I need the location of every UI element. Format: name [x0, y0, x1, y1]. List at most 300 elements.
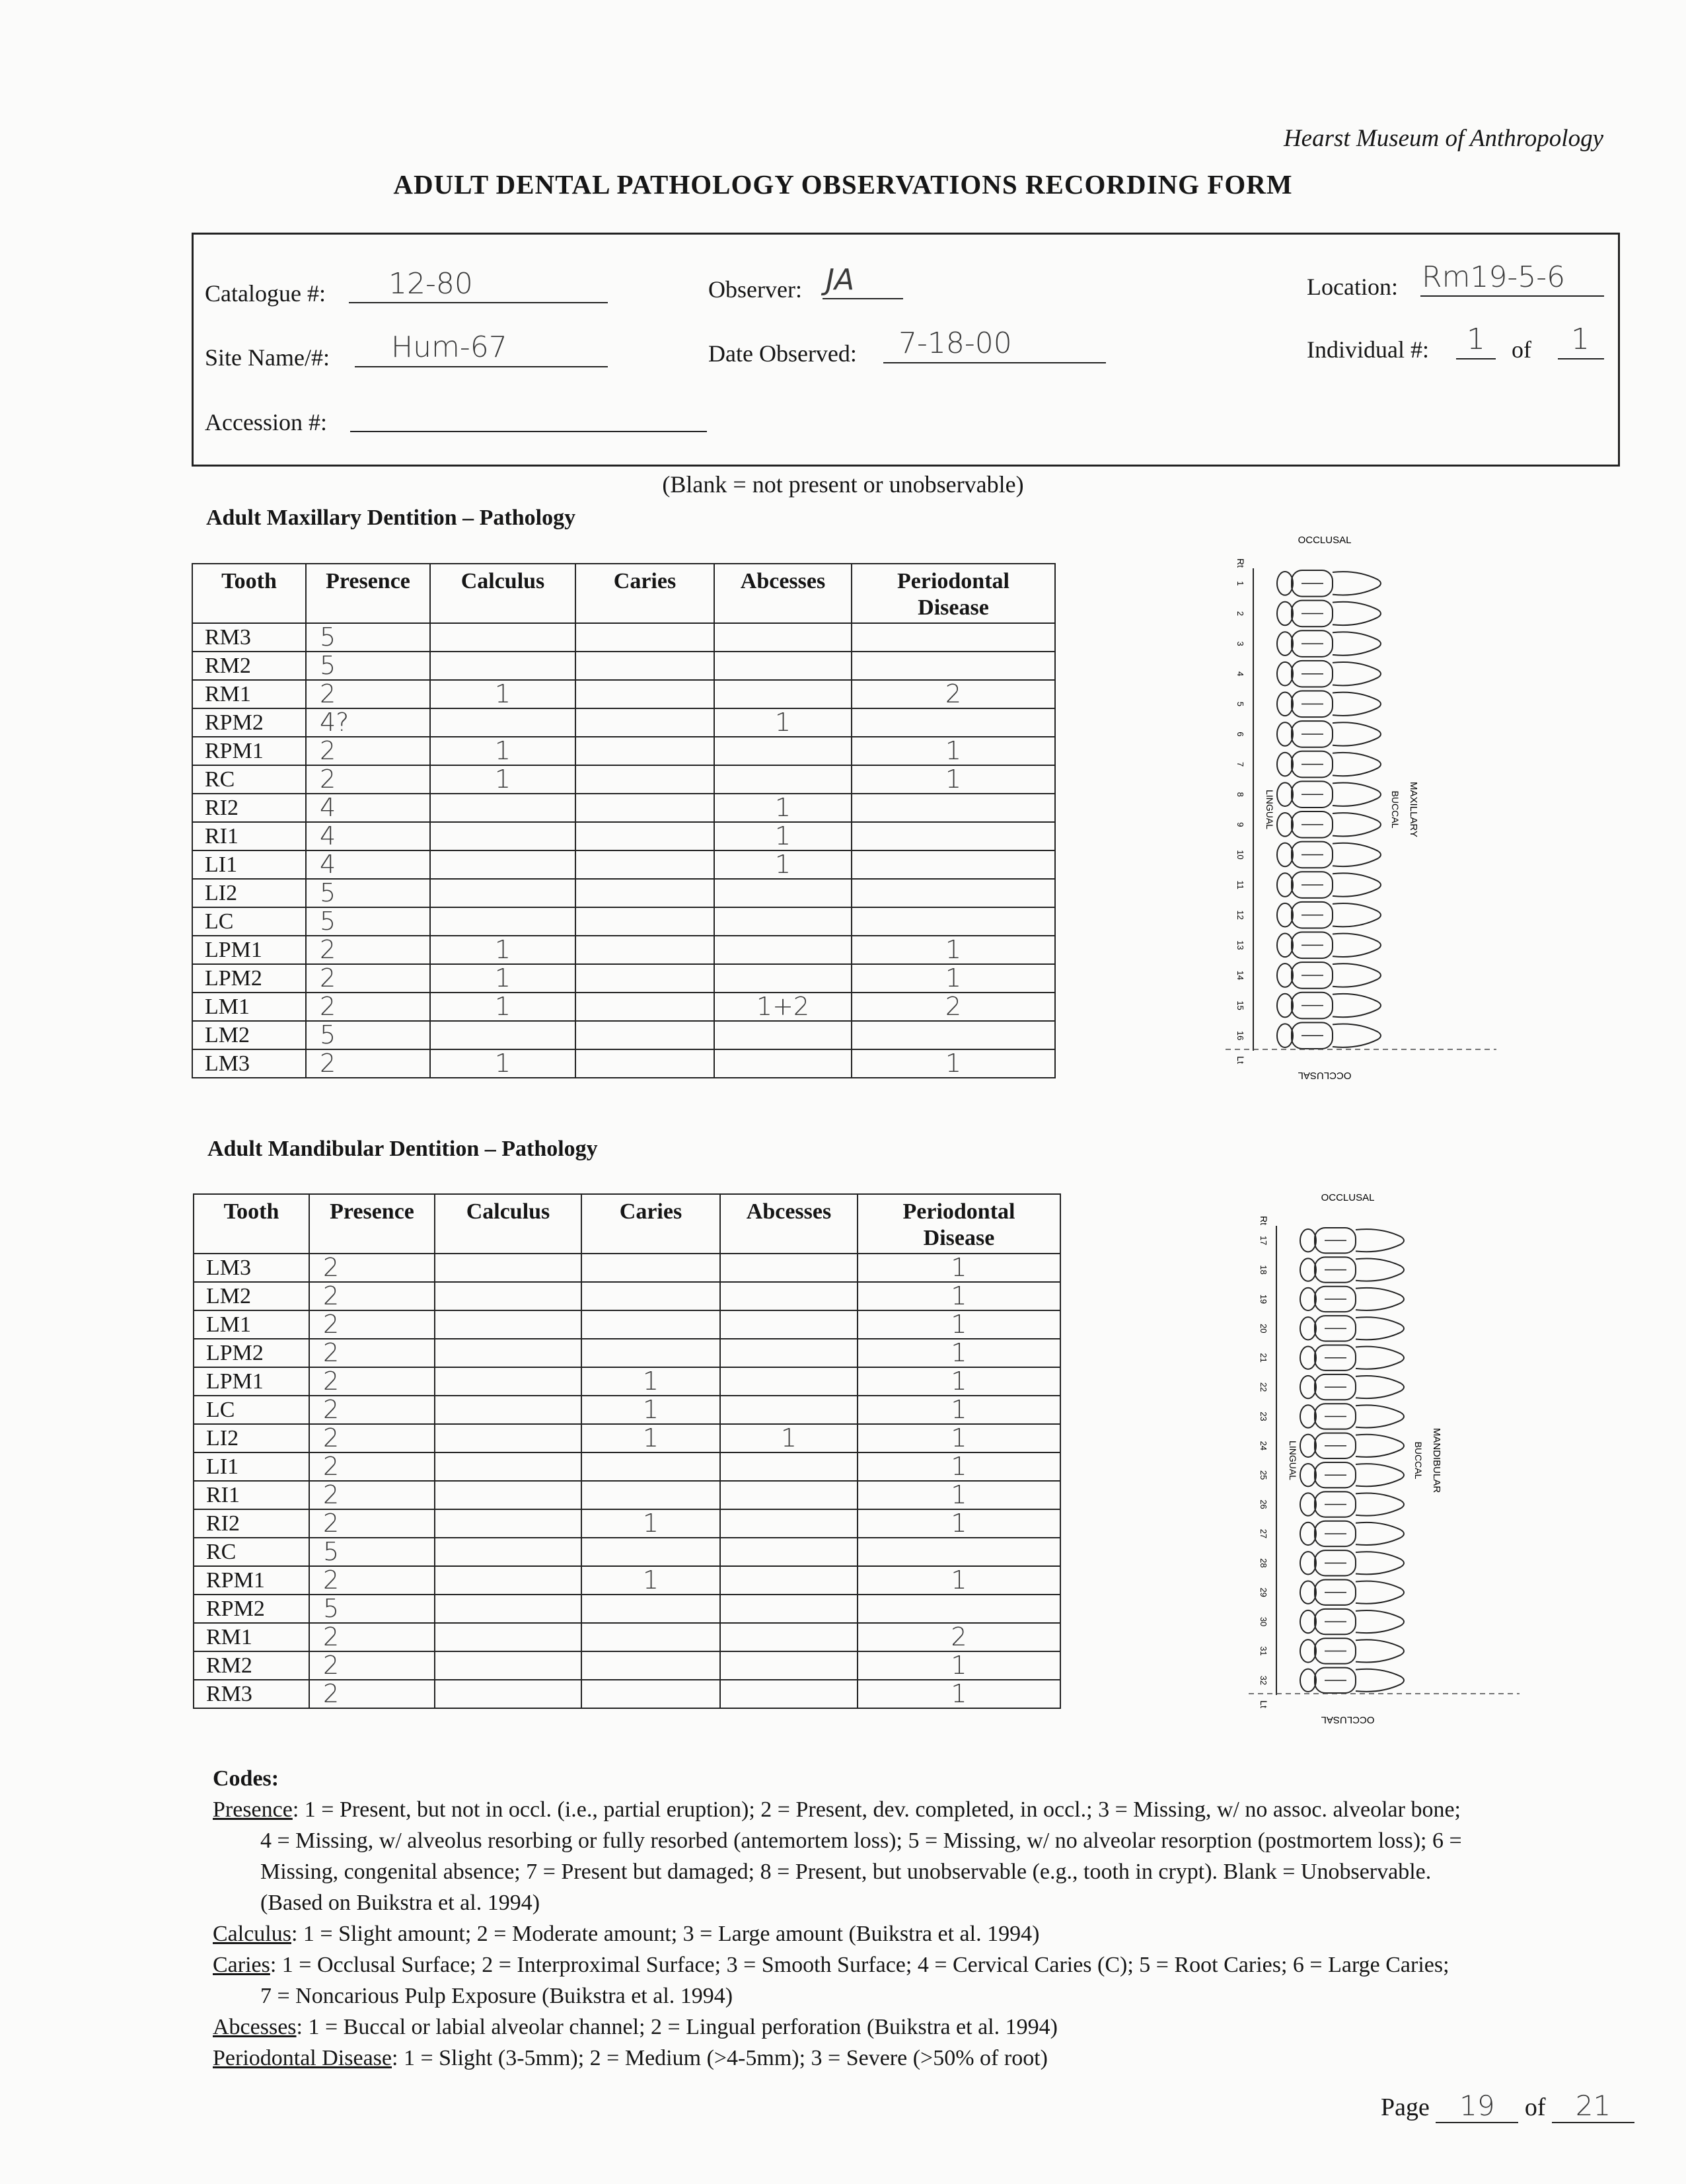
periodontal-disease-cell[interactable] [852, 623, 1055, 652]
presence-cell[interactable]: 2 [306, 964, 430, 993]
presence-codes [213, 1794, 1627, 1825]
mandibular-lingual-label: LINGUAL [1288, 1441, 1298, 1480]
mandibular-tooth-number: 21 [1259, 1353, 1268, 1363]
mandibular-tooth-root [1356, 1347, 1404, 1369]
mandibular-tooth-number: 18 [1259, 1265, 1268, 1275]
presence-cell[interactable]: 2 [309, 1424, 435, 1452]
blank-note: (Blank = not present or unobservable) [662, 471, 1024, 498]
table-row [194, 1367, 1060, 1396]
calculus-cell[interactable] [430, 1021, 575, 1049]
mandibular-tooth-lingual [1300, 1669, 1316, 1692]
periodontal-disease-cell[interactable]: 1 [858, 1396, 1060, 1424]
caries-cell[interactable]: 1 [581, 1566, 720, 1595]
caries-cell[interactable] [575, 680, 714, 708]
tooth-label: LI2 [194, 1424, 309, 1452]
periodontal-disease-cell[interactable] [858, 1595, 1060, 1623]
mandibular-dental-chart [1242, 1186, 1546, 1731]
caries-cell[interactable] [581, 1595, 720, 1623]
catalogue-field[interactable] [349, 273, 608, 303]
calculus-cell[interactable]: 1 [430, 1049, 575, 1078]
presence-cell[interactable]: 2 [306, 737, 430, 765]
tooth-label: RI2 [192, 794, 306, 822]
abcesses-cell[interactable] [714, 765, 852, 794]
caries-cell[interactable]: 1 [581, 1509, 720, 1538]
table-row [192, 623, 1055, 652]
mandibular-tooth-root [1356, 1376, 1404, 1398]
caries-cell[interactable] [581, 1254, 720, 1282]
caries-cell[interactable]: 1 [581, 1396, 720, 1424]
caries-cell[interactable] [575, 765, 714, 794]
presence-cell[interactable]: 5 [309, 1538, 435, 1566]
caries-cell[interactable] [575, 652, 714, 680]
presence-cell[interactable]: 5 [309, 1595, 435, 1623]
calculus-cell[interactable] [435, 1623, 581, 1651]
calculus-codes-label: Calculus [213, 1922, 291, 1946]
presence-cell[interactable]: 4? [306, 708, 430, 737]
caries-cell[interactable] [575, 623, 714, 652]
abcesses-cell[interactable] [720, 1651, 858, 1680]
abcesses-cell[interactable] [714, 907, 852, 936]
mandibular-occlusal-top-label: OCCLUSAL [1321, 1192, 1375, 1203]
periodontal-disease-cell[interactable]: 2 [858, 1623, 1060, 1651]
abcesses-cell[interactable] [720, 1680, 858, 1708]
abcesses-cell[interactable]: 1 [720, 1424, 858, 1452]
presence-cell[interactable]: 5 [306, 907, 430, 936]
tooth-label: RPM2 [194, 1595, 309, 1623]
periodontal-disease-cell[interactable]: 2 [852, 993, 1055, 1021]
abcesses-cell[interactable] [720, 1396, 858, 1424]
caries-cell[interactable]: 1 [581, 1367, 720, 1396]
catalogue-label: Catalogue #: [205, 280, 326, 307]
periodontal-disease-cell[interactable]: 1 [852, 964, 1055, 993]
maxillary-tooth-lingual [1277, 963, 1293, 987]
abcesses-cell[interactable]: 1 [714, 708, 852, 737]
caries-cell[interactable] [575, 1049, 714, 1078]
maxillary-buccal-label: BUCCAL [1390, 790, 1401, 829]
calculus-cell[interactable] [430, 822, 575, 850]
maxillary-tooth-root [1333, 843, 1381, 866]
calculus-cell[interactable] [430, 907, 575, 936]
presence-cell[interactable]: 2 [309, 1680, 435, 1708]
tooth-label: LM2 [192, 1021, 306, 1049]
periodontal-disease-cell[interactable] [852, 822, 1055, 850]
mandibular-header-caries: Caries [581, 1194, 720, 1254]
calculus-cell[interactable]: 1 [430, 936, 575, 964]
tooth-label: RPM1 [192, 737, 306, 765]
maxillary-tooth-lingual [1277, 843, 1293, 867]
mandibular-tooth-lingual [1300, 1493, 1316, 1515]
table-row [194, 1538, 1060, 1566]
abcesses-cell[interactable]: 1 [714, 794, 852, 822]
presence-cell[interactable]: 2 [309, 1623, 435, 1651]
mandibular-tooth-number: 26 [1259, 1499, 1268, 1509]
page-value[interactable]: 19 [1436, 2090, 1518, 2123]
tooth-label: RI1 [192, 822, 306, 850]
periodontal-disease-cell[interactable]: 1 [858, 1254, 1060, 1282]
table-row [192, 737, 1055, 765]
calculus-cell[interactable] [430, 879, 575, 907]
caries-cell[interactable] [575, 708, 714, 737]
mandibular-tooth-root [1356, 1669, 1404, 1692]
page-number [1381, 2090, 1634, 2123]
periodontal-disease-cell[interactable]: 1 [852, 737, 1055, 765]
mandibular-tooth-lingual [1300, 1523, 1316, 1545]
caries-cell[interactable] [575, 822, 714, 850]
calculus-cell[interactable] [435, 1396, 581, 1424]
caries-cell[interactable] [575, 850, 714, 879]
maxillary-tooth-number: 1 [1235, 581, 1245, 586]
mandibular-left-mark: Lt [1259, 1700, 1269, 1708]
maxillary-tooth-number: 12 [1235, 910, 1245, 920]
table-row [194, 1282, 1060, 1310]
catalogue-value: 12-80 [388, 267, 473, 301]
maxillary-header-calculus: Calculus [430, 564, 575, 623]
maxillary-tooth-lingual [1277, 903, 1293, 927]
mandibular-tooth-lingual [1300, 1376, 1316, 1398]
mandibular-tooth-root [1356, 1523, 1404, 1545]
calculus-cell[interactable]: 1 [430, 737, 575, 765]
abcesses-codes-text: : 1 = Buccal or labial alveolar channel; 2 = Lingual perforation (Buikstra et al. 1994) [296, 2015, 1058, 2039]
tooth-label: LI1 [192, 850, 306, 879]
caries-cell[interactable] [575, 1021, 714, 1049]
maxillary-tooth-number: 3 [1235, 641, 1245, 646]
mandibular-tooth-lingual [1300, 1581, 1316, 1604]
periodontal-disease-cell[interactable]: 1 [858, 1424, 1060, 1452]
maxillary-tooth-number: 5 [1235, 701, 1245, 706]
tooth-label: LM3 [192, 1049, 306, 1078]
accession-field[interactable] [350, 402, 707, 432]
abcesses-cell[interactable] [720, 1367, 858, 1396]
periodontal-disease-cell[interactable] [852, 850, 1055, 879]
maxillary-tooth-lingual [1277, 813, 1293, 837]
periodontal-disease-cell[interactable]: 1 [858, 1282, 1060, 1310]
presence-cell[interactable]: 5 [306, 652, 430, 680]
mandibular-tooth-root [1356, 1493, 1404, 1515]
mandibular-header-tooth: Tooth [194, 1194, 309, 1254]
table-row [194, 1623, 1060, 1651]
tooth-label: LPM1 [194, 1367, 309, 1396]
presence-cell[interactable]: 2 [309, 1339, 435, 1367]
abcesses-cell[interactable] [720, 1538, 858, 1566]
periodontal-disease-cell[interactable]: 2 [852, 680, 1055, 708]
calculus-cell[interactable] [435, 1310, 581, 1339]
abcesses-cell[interactable] [720, 1481, 858, 1509]
table-row [192, 680, 1055, 708]
presence-codes-line2: 4 = Missing, w/ alveolus resorbing or fully resorbed (antemortem loss); 5 = Missing, w/ no alveolar resorption (postmortem loss); 6 = [260, 1828, 1462, 1853]
mandibular-tooth-number: 27 [1259, 1528, 1268, 1539]
tooth-label: RM2 [192, 652, 306, 680]
abcesses-cell[interactable] [720, 1623, 858, 1651]
abcesses-cell[interactable]: 1 [714, 822, 852, 850]
presence-cell[interactable]: 2 [309, 1396, 435, 1424]
calculus-cell[interactable] [430, 708, 575, 737]
calculus-codes-text: : 1 = Slight amount; 2 = Moderate amount; 3 = Large amount (Buikstra et al. 1994) [291, 1922, 1040, 1946]
abcesses-cell[interactable] [720, 1310, 858, 1339]
presence-cell[interactable]: 5 [306, 879, 430, 907]
calculus-cell[interactable]: 1 [430, 765, 575, 794]
periodontal-disease-cell[interactable]: 1 [852, 936, 1055, 964]
abcesses-cell[interactable] [714, 623, 852, 652]
page-total[interactable]: 21 [1552, 2090, 1634, 2123]
caries-cell[interactable] [575, 993, 714, 1021]
abcesses-cell[interactable] [720, 1566, 858, 1595]
caries-cell[interactable] [581, 1680, 720, 1708]
maxillary-tooth-root [1333, 963, 1381, 987]
presence-cell[interactable]: 2 [309, 1282, 435, 1310]
mandibular-tooth-lingual [1300, 1347, 1316, 1369]
tooth-label: LPM2 [194, 1339, 309, 1367]
periodontal-disease-cell[interactable] [852, 879, 1055, 907]
presence-cell[interactable]: 2 [306, 765, 430, 794]
presence-cell[interactable]: 2 [309, 1367, 435, 1396]
caries-cell[interactable] [581, 1452, 720, 1481]
mandibular-occlusal-bottom-label: OCCLUSAL [1321, 1714, 1375, 1725]
calculus-cell[interactable] [435, 1367, 581, 1396]
tooth-label: RI1 [194, 1481, 309, 1509]
maxillary-tooth-root [1333, 572, 1381, 595]
periodontal-disease-cell[interactable] [852, 652, 1055, 680]
tooth-label: LC [194, 1396, 309, 1424]
table-row [192, 652, 1055, 680]
table-row [194, 1680, 1060, 1708]
periodontal-disease-cell[interactable] [852, 907, 1055, 936]
mandibular-tooth-lingual [1300, 1405, 1316, 1427]
presence-cell[interactable]: 5 [306, 623, 430, 652]
mandibular-tooth-number: 19 [1259, 1294, 1268, 1304]
presence-codes-label: Presence [213, 1797, 293, 1822]
mandibular-tooth-lingual [1300, 1435, 1316, 1457]
codes-title: Codes: [213, 1766, 279, 1791]
abcesses-cell[interactable] [720, 1595, 858, 1623]
site-value: Hum-67 [391, 330, 507, 364]
location-label: Location: [1307, 274, 1398, 300]
abcesses-cell[interactable] [714, 652, 852, 680]
calculus-cell[interactable] [435, 1254, 581, 1282]
tooth-label: RM1 [192, 680, 306, 708]
maxillary-tooth-lingual [1277, 782, 1293, 806]
periodontal-disease-cell[interactable]: 1 [858, 1452, 1060, 1481]
presence-cell[interactable]: 2 [306, 993, 430, 1021]
maxillary-tooth-root [1333, 602, 1381, 625]
periodontal-disease-cell[interactable]: 1 [858, 1680, 1060, 1708]
individual-label: Individual #: [1307, 336, 1429, 363]
calculus-cell[interactable] [435, 1651, 581, 1680]
maxillary-tooth-number: 9 [1235, 822, 1245, 827]
maxillary-right-mark: Rt [1235, 558, 1246, 568]
periodontal-disease-cell[interactable]: 1 [858, 1339, 1060, 1367]
abcesses-cell[interactable]: 1+2 [714, 993, 852, 1021]
table-row [192, 1021, 1055, 1049]
periodontal-disease-cell[interactable]: 1 [858, 1566, 1060, 1595]
calculus-cell[interactable] [430, 652, 575, 680]
presence-cell[interactable]: 4 [306, 850, 430, 879]
presence-codes-line3: Missing, congenital absence; 7 = Present but damaged; 8 = Present, but unobservable (e.g., tooth in crypt). Blank = Unobservable. [260, 1860, 1432, 1884]
maxillary-header-presence: Presence [306, 564, 430, 623]
abcesses-cell[interactable] [714, 879, 852, 907]
calculus-cell[interactable] [430, 850, 575, 879]
tooth-label: RM3 [194, 1680, 309, 1708]
maxillary-tooth-root [1333, 1024, 1381, 1047]
table-row [192, 879, 1055, 907]
calculus-cell[interactable] [430, 623, 575, 652]
mandibular-tooth-root [1356, 1229, 1404, 1252]
calculus-cell[interactable] [435, 1566, 581, 1595]
periodontal-disease-cell[interactable]: 1 [852, 765, 1055, 794]
presence-cell[interactable]: 2 [309, 1481, 435, 1509]
abcesses-cell[interactable] [714, 1049, 852, 1078]
tooth-label: RC [194, 1538, 309, 1566]
abcesses-cell[interactable] [714, 964, 852, 993]
calculus-cell[interactable] [430, 794, 575, 822]
tooth-label: LM2 [194, 1282, 309, 1310]
maxillary-tooth-root [1333, 813, 1381, 836]
caries-cell[interactable] [581, 1282, 720, 1310]
individual-of-label: of [1512, 336, 1531, 363]
calculus-cell[interactable] [435, 1424, 581, 1452]
mandibular-header-row [194, 1194, 1060, 1254]
tooth-label: LM1 [194, 1310, 309, 1339]
calculus-cell[interactable] [435, 1509, 581, 1538]
calculus-cell[interactable]: 1 [430, 964, 575, 993]
maxillary-header-row [192, 564, 1055, 623]
caries-cell[interactable] [581, 1651, 720, 1680]
maxillary-tooth-number: 4 [1235, 671, 1245, 677]
caries-cell[interactable] [575, 907, 714, 936]
tooth-label: LI1 [194, 1452, 309, 1481]
caries-cell[interactable] [575, 936, 714, 964]
mandibular-tooth-number: 23 [1259, 1412, 1268, 1421]
maxillary-tooth-lingual [1277, 632, 1293, 656]
maxillary-tooth-root [1333, 693, 1381, 716]
caries-cell[interactable] [581, 1481, 720, 1509]
maxillary-tooth-number: 11 [1235, 880, 1245, 889]
table-row [194, 1452, 1060, 1481]
abcesses-cell[interactable] [714, 680, 852, 708]
abcesses-cell[interactable] [720, 1339, 858, 1367]
presence-cell[interactable]: 2 [309, 1566, 435, 1595]
caries-codes-line1: : 1 = Occlusal Surface; 2 = Interproximal Surface; 3 = Smooth Surface; 4 = Cervical Caries (C); 5 = Root Caries; 6 = Large Caries; [270, 1953, 1449, 1977]
maxillary-lingual-label: LINGUAL [1264, 790, 1275, 829]
periodontal-disease-cell[interactable] [852, 794, 1055, 822]
maxillary-tooth-number: 7 [1235, 761, 1245, 767]
periodontal-disease-cell[interactable] [852, 708, 1055, 737]
calculus-cell[interactable] [435, 1595, 581, 1623]
mandibular-tooth-number: 28 [1259, 1558, 1268, 1568]
table-row [192, 993, 1055, 1021]
mandibular-tooth-root [1356, 1639, 1404, 1662]
abcesses-cell[interactable] [720, 1282, 858, 1310]
calculus-cell[interactable] [435, 1481, 581, 1509]
abcesses-cell[interactable] [714, 936, 852, 964]
presence-cell[interactable]: 5 [306, 1021, 430, 1049]
maxillary-left-mark: Lt [1235, 1056, 1246, 1064]
calculus-cell[interactable] [435, 1282, 581, 1310]
periodontal-codes-label: Periodontal Disease [213, 2046, 392, 2070]
presence-cell[interactable]: 2 [306, 1049, 430, 1078]
mandibular-table [193, 1193, 1061, 1709]
periodontal-codes [213, 2043, 1627, 2074]
presence-cell[interactable]: 4 [306, 822, 430, 850]
periodontal-disease-cell[interactable]: 1 [852, 1049, 1055, 1078]
mandibular-header-presence: Presence [309, 1194, 435, 1254]
presence-cell[interactable]: 2 [306, 936, 430, 964]
presence-cell[interactable]: 2 [309, 1310, 435, 1339]
periodontal-disease-cell[interactable] [852, 1021, 1055, 1049]
museum-name: Hearst Museum of Anthropology [1283, 125, 1603, 152]
maxillary-dental-chart [1219, 529, 1523, 1087]
presence-cell[interactable]: 2 [309, 1254, 435, 1282]
caries-cell[interactable] [581, 1310, 720, 1339]
abcesses-cell[interactable] [720, 1509, 858, 1538]
mandibular-header-calculus: Calculus [435, 1194, 581, 1254]
caries-cell[interactable]: 1 [581, 1424, 720, 1452]
presence-cell[interactable]: 2 [309, 1509, 435, 1538]
presence-cell[interactable]: 2 [309, 1651, 435, 1680]
maxillary-tooth-number: 14 [1235, 970, 1245, 981]
table-row [194, 1595, 1060, 1623]
table-row [192, 907, 1055, 936]
abcesses-cell[interactable]: 1 [714, 850, 852, 879]
presence-cell[interactable]: 2 [306, 680, 430, 708]
periodontal-disease-cell[interactable]: 1 [858, 1310, 1060, 1339]
table-row [194, 1566, 1060, 1595]
abcesses-cell[interactable] [720, 1254, 858, 1282]
periodontal-disease-cell[interactable]: 1 [858, 1367, 1060, 1396]
periodontal-disease-cell[interactable]: 1 [858, 1509, 1060, 1538]
caries-cell[interactable] [575, 879, 714, 907]
maxillary-tooth-root [1333, 632, 1381, 655]
caries-cell[interactable] [575, 964, 714, 993]
caries-cell[interactable] [581, 1623, 720, 1651]
abcesses-cell[interactable] [720, 1452, 858, 1481]
tooth-label: RPM1 [194, 1566, 309, 1595]
observer-label: Observer: [708, 276, 802, 303]
presence-cell[interactable]: 2 [309, 1452, 435, 1481]
mandibular-header-abcesses: Abcesses [720, 1194, 858, 1254]
presence-cell[interactable]: 4 [306, 794, 430, 822]
calculus-cell[interactable] [435, 1452, 581, 1481]
mandibular-tooth-number: 32 [1259, 1675, 1268, 1686]
periodontal-disease-cell[interactable]: 1 [858, 1481, 1060, 1509]
abcesses-cell[interactable] [714, 737, 852, 765]
caries-cell[interactable] [575, 794, 714, 822]
tooth-label: LC [192, 907, 306, 936]
mandibular-right-mark: Rt [1259, 1216, 1269, 1225]
mandibular-tooth-root [1356, 1405, 1404, 1427]
periodontal-disease-cell[interactable]: 1 [858, 1651, 1060, 1680]
mandibular-header-periodontal-disease: Periodontal Disease [858, 1194, 1060, 1254]
abcesses-cell[interactable] [714, 1021, 852, 1049]
calculus-cell[interactable] [435, 1339, 581, 1367]
calculus-cell[interactable]: 1 [430, 680, 575, 708]
table-row [194, 1509, 1060, 1538]
maxillary-tooth-root [1333, 753, 1381, 776]
caries-cell[interactable] [581, 1339, 720, 1367]
maxillary-header-caries: Caries [575, 564, 714, 623]
tooth-label: RI2 [194, 1509, 309, 1538]
tooth-label: LPM2 [192, 964, 306, 993]
tooth-label: LI2 [192, 879, 306, 907]
calculus-cell[interactable] [435, 1680, 581, 1708]
caries-cell[interactable] [575, 737, 714, 765]
mandibular-tooth-lingual [1300, 1258, 1316, 1281]
calculus-cell[interactable] [435, 1538, 581, 1566]
calculus-cell[interactable]: 1 [430, 993, 575, 1021]
mandibular-tooth-lingual [1300, 1288, 1316, 1310]
caries-cell[interactable] [581, 1538, 720, 1566]
periodontal-disease-cell[interactable] [858, 1538, 1060, 1566]
location-value: Rm19-5-6 [1422, 260, 1566, 294]
